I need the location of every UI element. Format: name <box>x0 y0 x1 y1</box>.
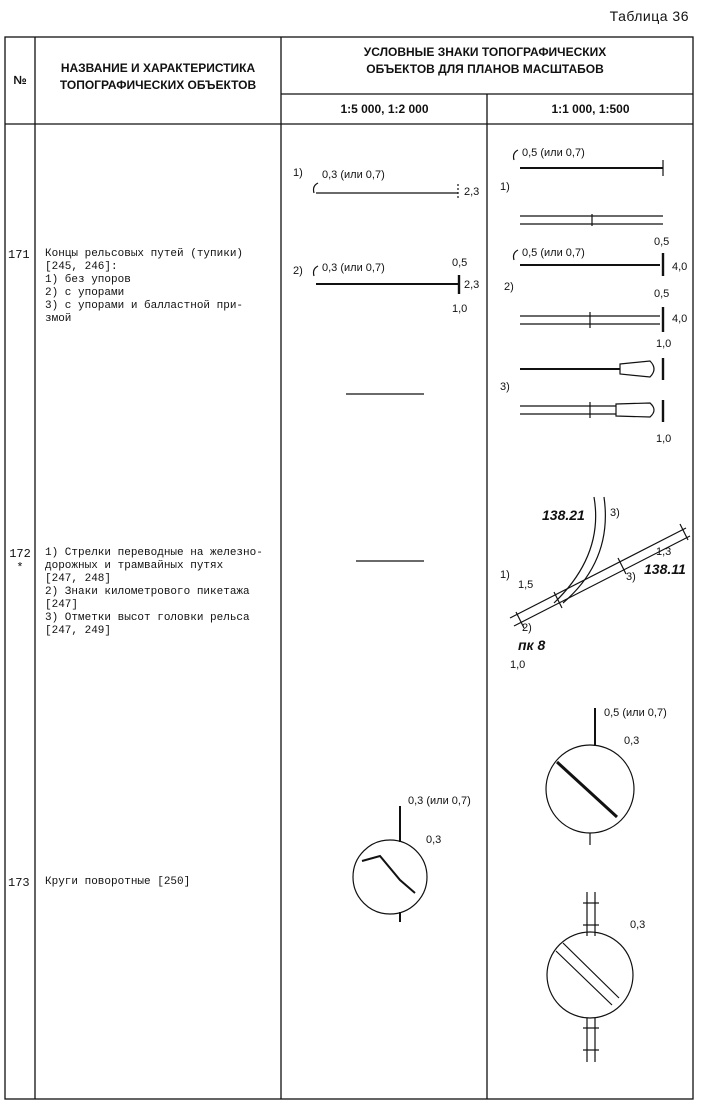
row-172-num: 172 * <box>9 547 31 575</box>
label-173-b-width: 0,5 (или 0,7) <box>604 707 667 719</box>
label-172-index2: 2) <box>522 622 532 634</box>
label-172-elev1: 138.21 <box>542 507 585 523</box>
label-171-2-a-width: 0,3 (или 0,7) <box>322 262 385 274</box>
label-171-3-b-index: 3) <box>500 381 510 393</box>
label-171-2-b-index: 2) <box>504 281 514 293</box>
label-172-index3a: 3) <box>610 507 620 519</box>
label-171-3-b-10b: 1,0 <box>656 433 672 445</box>
label-172-15: 1,5 <box>518 579 534 591</box>
label-171-1-b-width: 0,5 (или 0,7) <box>522 147 585 159</box>
label-172-10: 1,0 <box>510 659 526 671</box>
label-172-index3b: 3) <box>626 571 636 583</box>
label-171-2-b-width: 0,5 (или 0,7) <box>522 247 585 259</box>
label-171-2-b-40: 4,0 <box>672 261 688 273</box>
label-173-a-width: 0,3 (или 0,7) <box>408 795 471 807</box>
header-signs: УСЛОВНЫЕ ЗНАКИ ТОПОГРАФИЧЕСКИХ ОБЪЕКТОВ ДЛЯ ПЛАНОВ МАСШТАБОВ <box>363 45 607 76</box>
label-173-a-03: 0,3 <box>426 834 442 846</box>
label-171-1-a-23: 2,3 <box>464 186 480 198</box>
label-172-pk: пк 8 <box>518 637 546 653</box>
header-scale-a: 1:5 000, 1:2 000 <box>340 102 429 116</box>
header-scale-b: 1:1 000, 1:500 <box>551 102 630 116</box>
label-171-1-a-index: 1) <box>293 167 303 179</box>
label-171-2-b-40b: 4,0 <box>672 313 688 325</box>
label-171-2-b-05b: 0,5 <box>654 288 670 300</box>
label-171-2-a-10: 1,0 <box>452 303 468 315</box>
label-171-2-a-05: 0,5 <box>452 257 468 269</box>
label-172-13: 1,3 <box>656 546 672 558</box>
row-173-num: 173 <box>8 876 30 890</box>
label-173-b-03b: 0,3 <box>630 919 646 931</box>
label-173-b-03: 0,3 <box>624 735 640 747</box>
row-172-desc: 1) Стрелки переводные на железно- дорожных и трамвайных путях [247, 248] 2) Знаки километрового пикетажа [247] 3) Отметки высот головки рельса [247, 249] <box>45 547 263 637</box>
label-171-1-b-index: 1) <box>500 181 510 193</box>
header-name: НАЗВАНИЕ И ХАРАКТЕРИСТИКА ТОПОГРАФИЧЕСКИХ ОБЪЕКТОВ <box>59 61 257 92</box>
label-172-elev2: 138.11 <box>644 561 686 577</box>
table-label: Таблица 36 <box>609 8 689 24</box>
row-171-num: 171 <box>8 248 30 262</box>
label-171-2-b-05: 0,5 <box>654 236 670 248</box>
label-172-index1: 1) <box>500 569 510 581</box>
header-num: № <box>13 73 27 87</box>
label-171-3-b-10: 1,0 <box>656 338 672 350</box>
label-171-1-a-width: 0,3 (или 0,7) <box>322 169 385 181</box>
row-171-desc: Концы рельсовых путей (тупики) [245, 246]: 1) без упоров 2) с упорами 3) с упорами и балластной при- змой <box>45 248 244 325</box>
row-173-desc: Круги поворотные [250] <box>45 876 191 888</box>
label-171-2-a-index: 2) <box>293 265 303 277</box>
label-171-2-a-23: 2,3 <box>464 279 480 291</box>
